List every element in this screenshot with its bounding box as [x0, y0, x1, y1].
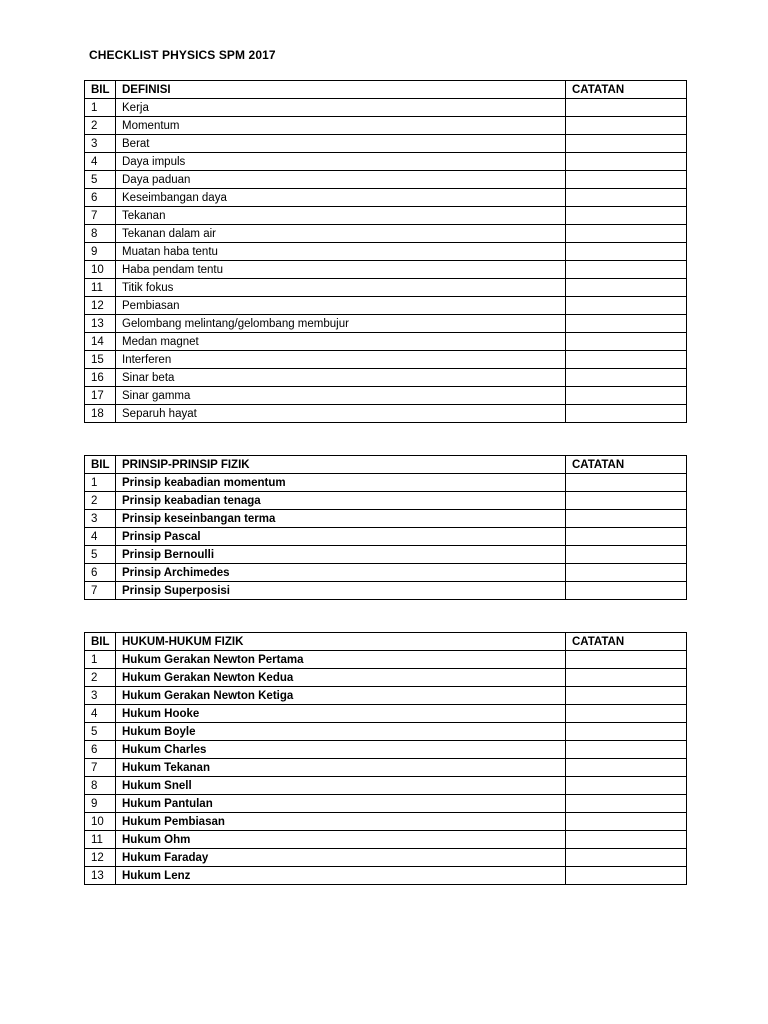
- row-item: Prinsip Superposisi: [116, 582, 566, 600]
- row-number: 10: [85, 813, 116, 831]
- row-note: [566, 651, 687, 669]
- row-number: 11: [85, 831, 116, 849]
- row-number: 12: [85, 849, 116, 867]
- row-item: Berat: [116, 135, 566, 153]
- row-number: 3: [85, 687, 116, 705]
- row-note: [566, 849, 687, 867]
- row-item: Hukum Boyle: [116, 723, 566, 741]
- table-row: [85, 243, 687, 261]
- row-note: [566, 510, 687, 528]
- row-number: 13: [85, 315, 116, 333]
- row-number: 5: [85, 171, 116, 189]
- row-note: [566, 207, 687, 225]
- row-number: 5: [85, 723, 116, 741]
- row-item: Kerja: [116, 99, 566, 117]
- row-item: Prinsip Pascal: [116, 528, 566, 546]
- row-item: Hukum Charles: [116, 741, 566, 759]
- table-row: [85, 405, 687, 423]
- row-number: 11: [85, 279, 116, 297]
- header-bil: BIL: [85, 456, 116, 474]
- header-definisi: DEFINISI: [116, 81, 566, 99]
- table-row: [85, 153, 687, 171]
- table-row: [85, 315, 687, 333]
- row-item: Hukum Gerakan Newton Pertama: [116, 651, 566, 669]
- table-row: [85, 135, 687, 153]
- row-item: Daya impuls: [116, 153, 566, 171]
- table-row: [85, 777, 687, 795]
- laws-table: [84, 632, 687, 885]
- row-note: [566, 759, 687, 777]
- row-number: 2: [85, 117, 116, 135]
- row-note: [566, 795, 687, 813]
- row-number: 9: [85, 243, 116, 261]
- definitions-table: [84, 80, 687, 423]
- row-note: [566, 351, 687, 369]
- row-note: [566, 153, 687, 171]
- row-note: [566, 225, 687, 243]
- table-row: [85, 867, 687, 885]
- row-item: Medan magnet: [116, 333, 566, 351]
- table-row: [85, 510, 687, 528]
- row-note: [566, 171, 687, 189]
- row-note: [566, 135, 687, 153]
- row-item: Haba pendam tentu: [116, 261, 566, 279]
- table-row: [85, 564, 687, 582]
- row-note: [566, 546, 687, 564]
- row-item: Hukum Pantulan: [116, 795, 566, 813]
- row-note: [566, 831, 687, 849]
- row-number: 16: [85, 369, 116, 387]
- table-row: [85, 189, 687, 207]
- row-note: [566, 564, 687, 582]
- row-item: Tekanan dalam air: [116, 225, 566, 243]
- row-note: [566, 387, 687, 405]
- row-number: 1: [85, 474, 116, 492]
- row-item: Pembiasan: [116, 297, 566, 315]
- row-item: Prinsip Bernoulli: [116, 546, 566, 564]
- table-row: [85, 117, 687, 135]
- table-row: [85, 297, 687, 315]
- row-number: 6: [85, 189, 116, 207]
- row-item: Keseimbangan daya: [116, 189, 566, 207]
- table-row: [85, 387, 687, 405]
- row-note: [566, 867, 687, 885]
- table-row: [85, 351, 687, 369]
- row-note: [566, 528, 687, 546]
- row-item: Momentum: [116, 117, 566, 135]
- header-catatan: CATATAN: [566, 456, 687, 474]
- row-item: Sinar gamma: [116, 387, 566, 405]
- row-note: [566, 474, 687, 492]
- row-number: 4: [85, 705, 116, 723]
- row-note: [566, 333, 687, 351]
- row-number: 1: [85, 651, 116, 669]
- row-note: [566, 705, 687, 723]
- table-header-row: [85, 456, 687, 474]
- row-item: Prinsip Archimedes: [116, 564, 566, 582]
- table-row: [85, 99, 687, 117]
- row-item: Prinsip keabadian tenaga: [116, 492, 566, 510]
- row-note: [566, 117, 687, 135]
- row-note: [566, 582, 687, 600]
- row-item: Hukum Faraday: [116, 849, 566, 867]
- table-row: [85, 741, 687, 759]
- row-number: 2: [85, 492, 116, 510]
- row-item: Prinsip keabadian momentum: [116, 474, 566, 492]
- row-note: [566, 279, 687, 297]
- table-row: [85, 474, 687, 492]
- row-number: 15: [85, 351, 116, 369]
- row-note: [566, 813, 687, 831]
- row-note: [566, 741, 687, 759]
- row-item: Hukum Snell: [116, 777, 566, 795]
- row-number: 18: [85, 405, 116, 423]
- row-number: 1: [85, 99, 116, 117]
- row-note: [566, 669, 687, 687]
- row-number: 3: [85, 510, 116, 528]
- row-item: Gelombang melintang/gelombang membujur: [116, 315, 566, 333]
- table-row: [85, 849, 687, 867]
- table-row: [85, 705, 687, 723]
- principles-table: [84, 455, 687, 600]
- row-item: Interferen: [116, 351, 566, 369]
- table-row: [85, 795, 687, 813]
- row-item: Hukum Pembiasan: [116, 813, 566, 831]
- header-catatan: CATATAN: [566, 81, 687, 99]
- row-item: Tekanan: [116, 207, 566, 225]
- table-row: [85, 831, 687, 849]
- row-number: 13: [85, 867, 116, 885]
- row-number: 2: [85, 669, 116, 687]
- table-row: [85, 546, 687, 564]
- row-number: 7: [85, 207, 116, 225]
- header-hukum: HUKUM-HUKUM FIZIK: [116, 633, 566, 651]
- table-row: [85, 333, 687, 351]
- row-number: 4: [85, 528, 116, 546]
- row-item: Muatan haba tentu: [116, 243, 566, 261]
- row-item: Hukum Ohm: [116, 831, 566, 849]
- row-note: [566, 315, 687, 333]
- row-item: Hukum Gerakan Newton Ketiga: [116, 687, 566, 705]
- row-number: 4: [85, 153, 116, 171]
- row-note: [566, 189, 687, 207]
- row-note: [566, 99, 687, 117]
- row-number: 8: [85, 777, 116, 795]
- header-bil: BIL: [85, 633, 116, 651]
- row-item: Hukum Tekanan: [116, 759, 566, 777]
- row-note: [566, 687, 687, 705]
- row-note: [566, 777, 687, 795]
- row-item: Hukum Lenz: [116, 867, 566, 885]
- table-row: [85, 759, 687, 777]
- table-row: [85, 492, 687, 510]
- table-header-row: [85, 633, 687, 651]
- table-row: [85, 582, 687, 600]
- table-header-row: [85, 81, 687, 99]
- row-note: [566, 369, 687, 387]
- row-number: 8: [85, 225, 116, 243]
- row-number: 12: [85, 297, 116, 315]
- row-number: 9: [85, 795, 116, 813]
- table-row: [85, 261, 687, 279]
- header-bil: BIL: [85, 81, 116, 99]
- row-item: Separuh hayat: [116, 405, 566, 423]
- row-note: [566, 297, 687, 315]
- document-title: CHECKLIST PHYSICS SPM 2017: [89, 48, 276, 62]
- row-number: 5: [85, 546, 116, 564]
- row-number: 7: [85, 759, 116, 777]
- row-note: [566, 492, 687, 510]
- table-row: [85, 369, 687, 387]
- row-item: Hukum Hooke: [116, 705, 566, 723]
- table-row: [85, 669, 687, 687]
- table-row: [85, 171, 687, 189]
- row-note: [566, 261, 687, 279]
- row-item: Prinsip keseinbangan terma: [116, 510, 566, 528]
- table-row: [85, 651, 687, 669]
- table-row: [85, 207, 687, 225]
- row-number: 7: [85, 582, 116, 600]
- row-item: Titik fokus: [116, 279, 566, 297]
- table-row: [85, 723, 687, 741]
- header-prinsip: PRINSIP-PRINSIP FIZIK: [116, 456, 566, 474]
- row-number: 6: [85, 564, 116, 582]
- row-note: [566, 405, 687, 423]
- table-row: [85, 813, 687, 831]
- table-row: [85, 279, 687, 297]
- row-item: Daya paduan: [116, 171, 566, 189]
- row-number: 14: [85, 333, 116, 351]
- row-number: 17: [85, 387, 116, 405]
- row-number: 6: [85, 741, 116, 759]
- table-row: [85, 225, 687, 243]
- row-number: 10: [85, 261, 116, 279]
- row-note: [566, 243, 687, 261]
- header-catatan: CATATAN: [566, 633, 687, 651]
- row-number: 3: [85, 135, 116, 153]
- row-item: Sinar beta: [116, 369, 566, 387]
- row-item: Hukum Gerakan Newton Kedua: [116, 669, 566, 687]
- table-row: [85, 528, 687, 546]
- row-note: [566, 723, 687, 741]
- table-row: [85, 687, 687, 705]
